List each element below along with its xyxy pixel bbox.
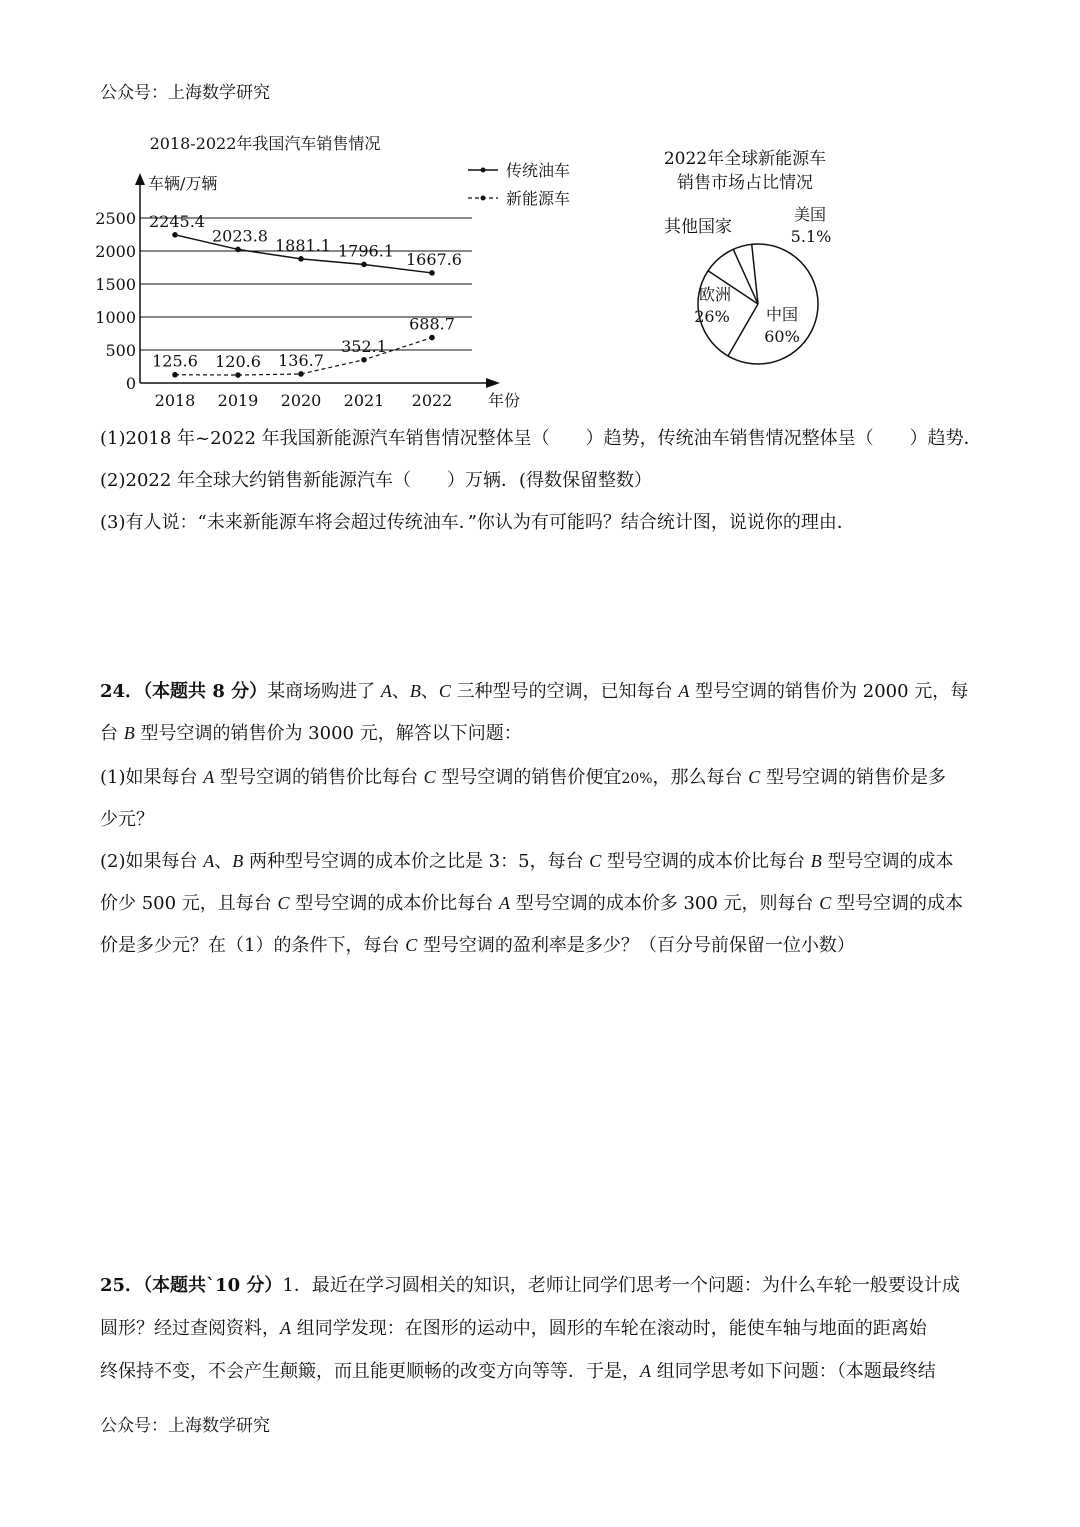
q24-part2-line2 [100, 889, 985, 915]
legend-dashed-dot [481, 196, 486, 201]
percent-value: 20% [621, 771, 653, 787]
pie-value-china: 60% [764, 327, 800, 346]
q25-number: 25． [100, 1275, 144, 1296]
data-label: 120.6 [215, 352, 261, 372]
var-A: A [203, 767, 215, 787]
data-label: 1796.1 [338, 241, 394, 261]
var-C: C [748, 767, 761, 787]
y-tick-label: 500 [105, 341, 136, 360]
var-C: C [423, 767, 436, 787]
pie-title-line2: 销售市场占比情况 [677, 173, 813, 193]
q24-text: 型号空调的盈利率是多少？（百分号前保留一位小数） [417, 935, 855, 956]
var-B: B [232, 851, 244, 871]
q24-line1 [100, 677, 985, 703]
var-B: B [409, 681, 421, 701]
line-chart-title: 2018-2022年我国汽车销售情况 [149, 134, 381, 153]
y-tick-label: 2000 [95, 242, 136, 261]
q24-text: 、 [391, 681, 410, 702]
legend-traditional: 传统油车 [506, 161, 571, 180]
q24-text: 型号空调的销售价为 3000 元，解答以下问题： [134, 723, 522, 744]
q25-text: 组同学思考如下问题：（本题最终结 [651, 1361, 936, 1382]
var-B: B [123, 723, 135, 743]
data-label: 688.7 [409, 314, 455, 334]
legend-solid-dot [481, 168, 486, 173]
legend-new-energy: 新能源车 [506, 189, 571, 208]
line-chart [90, 125, 600, 415]
pie-value-usa: 5.1% [790, 227, 832, 246]
data-point [361, 357, 367, 363]
data-point [429, 270, 435, 276]
var-A: A [280, 1318, 291, 1338]
q24-text: 型号空调的成本 [821, 851, 954, 872]
q24-text: 、 [420, 681, 439, 702]
data-label: 125.6 [152, 351, 198, 371]
q25-text: 终保持不变，不会产生颠簸，而且能更顺畅的改变方向等等．于是， [100, 1361, 640, 1382]
page-footer: 公众号：上海数学研究 [100, 1416, 270, 1436]
data-point [235, 247, 241, 253]
y-tick-label: 2500 [95, 209, 136, 228]
page-header: 公众号：上海数学研究 [100, 83, 270, 103]
q24-part1-line1 [100, 763, 985, 789]
data-label: 352.1 [341, 336, 387, 356]
var-A: A [678, 681, 690, 701]
q25-line3 [100, 1357, 985, 1383]
var-C: C [589, 851, 602, 871]
q24-text: 台 [100, 723, 124, 744]
q25-text: 组同学发现：在图形的运动中，圆形的车轮在滚动时，能使车轴与地面的距离始 [291, 1318, 927, 1339]
q24-text: 型号空调的销售价比每台 [214, 767, 424, 788]
data-label: 136.7 [278, 350, 324, 370]
q24-text: 型号空调的销售价便宜 [435, 767, 622, 788]
q25-points: （本题共`10 分） [143, 1275, 283, 1296]
x-tick-label: 2022 [411, 391, 453, 410]
pie-title-line1: 2022年全球新能源车 [663, 149, 827, 169]
q24-text: 型号空调的成本 [831, 893, 963, 914]
var-C: C [438, 681, 451, 701]
var-C: C [405, 935, 418, 955]
x-tick-label: 2019 [217, 391, 259, 410]
q24-part2-line3 [100, 931, 985, 957]
q24-text: 型号空调的销售价是多 [760, 767, 947, 788]
pie-value-europe: 26% [694, 307, 730, 326]
q24-text: (1)如果每台 [100, 767, 204, 788]
data-point [235, 372, 241, 378]
q24-text: 型号空调的销售价为 2000 元，每 [689, 681, 969, 702]
var-A: A [499, 893, 510, 913]
q24-text: 三种型号的空调，已知每台 [450, 681, 679, 702]
y-axis-arrow [135, 173, 145, 185]
data-point [361, 262, 367, 268]
q24-text: 型号空调的成本价多 300 元，则每台 [510, 893, 820, 914]
q24-line2 [100, 719, 985, 745]
q24-part1-line2: 少元？ [100, 809, 154, 830]
x-tick-label: 2020 [280, 391, 322, 410]
data-label: 2023.8 [212, 226, 268, 246]
q24-text: 型号空调的成本价比每台 [601, 851, 811, 872]
x-axis-label: 年份 [488, 391, 521, 410]
pie-label-china: 中国 [765, 305, 799, 324]
var-A: A [380, 681, 392, 701]
y-axis-label: 车辆/万辆 [148, 174, 218, 193]
data-label: 1667.6 [406, 249, 462, 269]
q24-text: 价少 500 元，且每台 [100, 893, 278, 914]
data-point [172, 232, 178, 238]
x-axis-arrow [486, 378, 500, 388]
y-tick-label: 0 [125, 374, 136, 393]
y-tick-label: 1000 [95, 308, 136, 327]
y-tick-label: 1500 [95, 275, 136, 294]
var-C: C [819, 893, 832, 913]
q23-part3: (3)有人说：“未来新能源车将会超过传统油车．”你认为有可能吗？结合统计图，说说你的理由． [100, 512, 855, 533]
var-A: A [203, 851, 215, 871]
q24-part2-line1 [100, 847, 985, 873]
q24-text: 价是多少元？在（1）的条件下，每台 [100, 935, 406, 956]
pie-label-usa: 美国 [793, 205, 827, 224]
var-A: A [640, 1361, 651, 1381]
var-B: B [810, 851, 822, 871]
pie-slice-boundary [728, 304, 758, 356]
q24-number: 24． [100, 681, 144, 702]
q24-text: 某商场购进了 [267, 681, 381, 702]
data-point [172, 372, 178, 378]
data-point [429, 335, 435, 341]
q25-text: 1．最近在学习圆相关的知识，老师让同学们思考一个问题：为什么车轮一般要设计成 [282, 1275, 960, 1296]
q23-part2: (2)2022 年全球大约销售新能源汽车（ ）万辆．(得数保留整数） [100, 470, 653, 491]
x-tick-label: 2021 [343, 391, 385, 410]
q24-text: ，那么每台 [652, 767, 749, 788]
data-point [298, 256, 304, 262]
q24-text: 型号空调的成本价比每台 [289, 893, 499, 914]
q25-line2 [100, 1314, 985, 1340]
q24-text: 两种型号空调的成本价之比是 3：5，每台 [243, 851, 590, 872]
pie-label-europe: 欧洲 [698, 285, 732, 304]
q24-text: 、 [214, 851, 233, 872]
x-tick-label: 2018 [154, 391, 196, 410]
q24-points: （本题共 8 分） [143, 681, 268, 702]
q24-text: (2)如果每台 [100, 851, 204, 872]
pie-chart [640, 140, 900, 380]
q25-text: 圆形？经过查阅资料， [100, 1318, 280, 1339]
var-C: C [277, 893, 290, 913]
data-point [298, 371, 304, 377]
pie-slice-boundary [752, 244, 758, 304]
q25-line1 [100, 1271, 985, 1297]
data-label: 2245.4 [149, 211, 205, 231]
q23-part1: (1)2018 年~2022 年我国新能源汽车销售情况整体呈（ ）趋势，传统油车销售情况整体呈（ ）趋势． [100, 428, 982, 449]
data-label: 1881.1 [275, 235, 331, 255]
pie-label-other: 其他国家 [664, 217, 732, 237]
